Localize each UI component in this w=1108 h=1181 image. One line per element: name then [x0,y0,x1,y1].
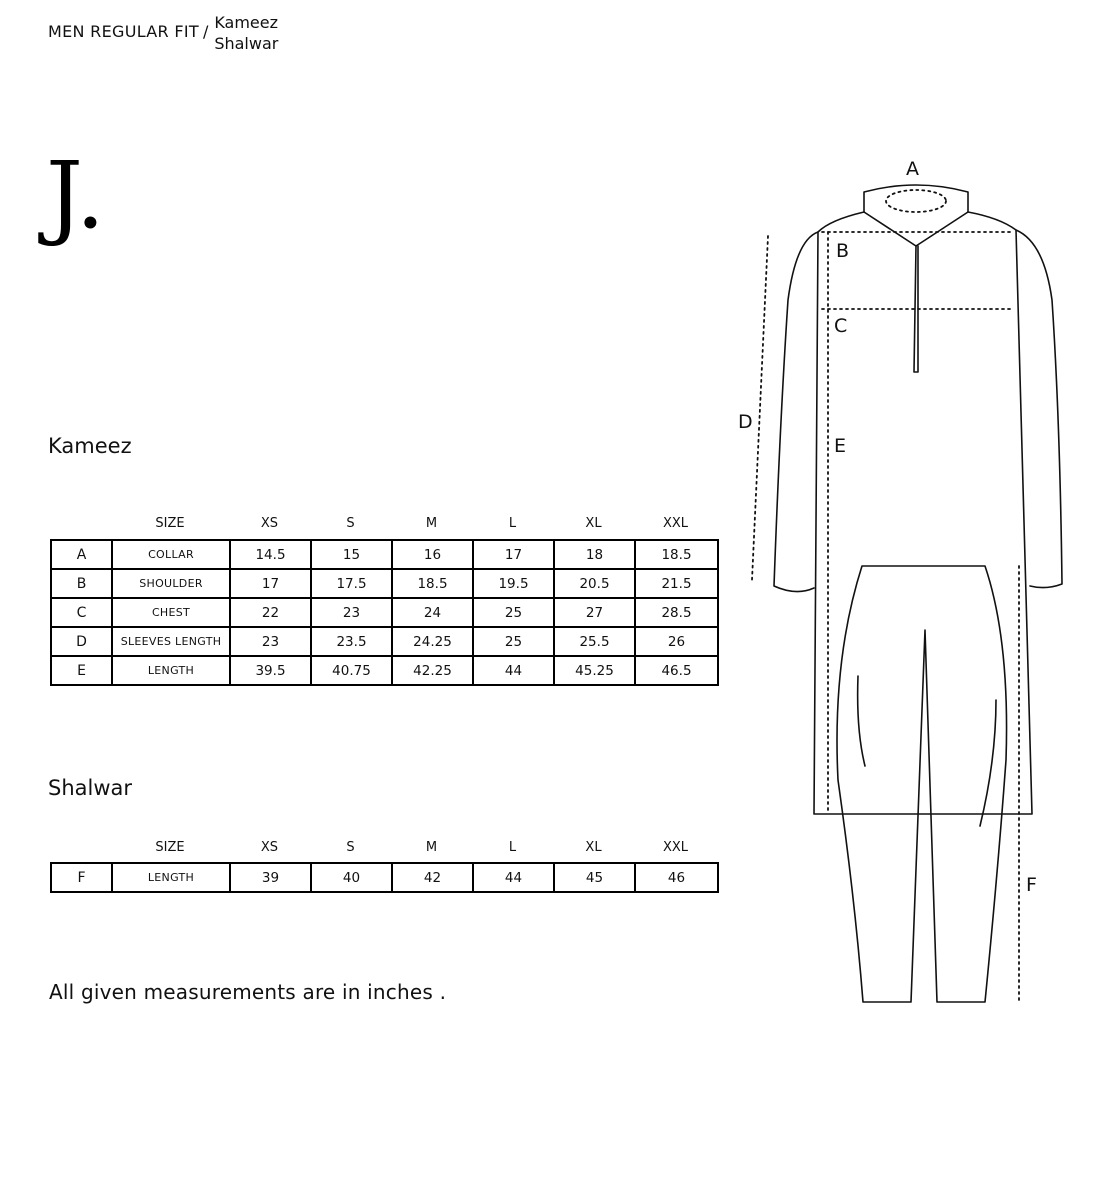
table-cell: 23.5 [311,627,392,656]
row-label: SHOULDER [112,569,230,598]
header-separator: / [202,22,209,41]
table-cell: 25 [473,598,554,627]
table-cell: 24.25 [392,627,473,656]
table-cell: 18 [554,540,635,569]
table-cell: 26 [635,627,718,656]
measurement-guides [752,190,1019,1000]
table-cell: 42 [392,863,473,892]
table-row [51,598,718,627]
row-key: C [51,598,112,627]
table-cell: 23 [311,598,392,627]
row-label: LENGTH [112,656,230,685]
column-header: XXL [662,516,689,531]
row-key: F [51,863,112,892]
collar-guide [886,190,946,212]
column-header: M [425,840,438,855]
column-header: S [346,516,355,531]
column-header: XXL [662,840,689,855]
label-e: E [834,435,847,457]
table-cell: 22 [230,598,311,627]
kameez-outline [774,185,1062,814]
table-cell: 17 [230,569,311,598]
table-row [51,656,718,685]
garment-shalwar: Shalwar [214,34,279,53]
label-b: B [836,240,850,262]
column-header: SIZE [155,840,185,855]
table-cell: 28.5 [635,598,718,627]
label-f: F [1026,874,1037,896]
table-cell: 46.5 [635,656,718,685]
column-header: S [346,840,355,855]
table-cell: 16 [392,540,473,569]
row-key: E [51,656,112,685]
table-cell: 44 [473,656,554,685]
label-a: A [906,158,919,180]
column-header: XS [260,516,279,531]
measurement-note: All given measurements are in inches . [49,980,447,1004]
garment-kameez: Kameez [214,13,279,32]
kameez-size-table [50,539,719,686]
column-header: M [425,516,438,531]
table-cell: 18.5 [635,540,718,569]
table-cell: 45.25 [554,656,635,685]
table-cell: 23 [230,627,311,656]
table-cell: 39.5 [230,656,311,685]
column-header: XS [260,840,279,855]
column-header: XL [585,840,602,855]
table-row [51,863,718,892]
column-header: XL [585,516,602,531]
sleeve-length-guide [752,236,768,580]
table-cell: 45 [554,863,635,892]
garment-measurement-diagram [735,150,1075,1010]
table-row [51,540,718,569]
kameez-title: Kameez [48,434,132,458]
shalwar-outline [837,566,1007,1002]
table-cell: 27 [554,598,635,627]
table-cell: 42.25 [392,656,473,685]
column-header: L [508,516,517,531]
row-label: COLLAR [112,540,230,569]
label-c: C [834,315,848,337]
shalwar-title: Shalwar [48,776,133,800]
table-cell: 20.5 [554,569,635,598]
table-cell: 19.5 [473,569,554,598]
table-cell: 40.75 [311,656,392,685]
fit-label: MEN REGULAR FIT [48,22,199,41]
row-label: LENGTH [112,863,230,892]
table-cell: 17.5 [311,569,392,598]
table-row [51,627,718,656]
table-cell: 21.5 [635,569,718,598]
shalwar-size-table [50,862,719,893]
kameez-column-headers [50,516,717,531]
page-header [48,12,278,54]
column-header: L [508,840,517,855]
table-cell: 17 [473,540,554,569]
row-key: D [51,627,112,656]
table-cell: 15 [311,540,392,569]
row-label: CHEST [112,598,230,627]
table-cell: 25 [473,627,554,656]
table-cell: 40 [311,863,392,892]
table-cell: 39 [230,863,311,892]
table-cell: 24 [392,598,473,627]
label-d: D [738,411,753,433]
table-cell: 44 [473,863,554,892]
column-header: SIZE [155,516,185,531]
garment-list [214,12,278,54]
row-key: A [51,540,112,569]
row-label: SLEEVES LENGTH [112,627,230,656]
row-key: B [51,569,112,598]
table-cell: 46 [635,863,718,892]
table-cell: 18.5 [392,569,473,598]
table-row [51,569,718,598]
shalwar-column-headers [50,840,717,855]
table-cell: 14.5 [230,540,311,569]
brand-logo: J. [46,142,105,249]
table-cell: 25.5 [554,627,635,656]
